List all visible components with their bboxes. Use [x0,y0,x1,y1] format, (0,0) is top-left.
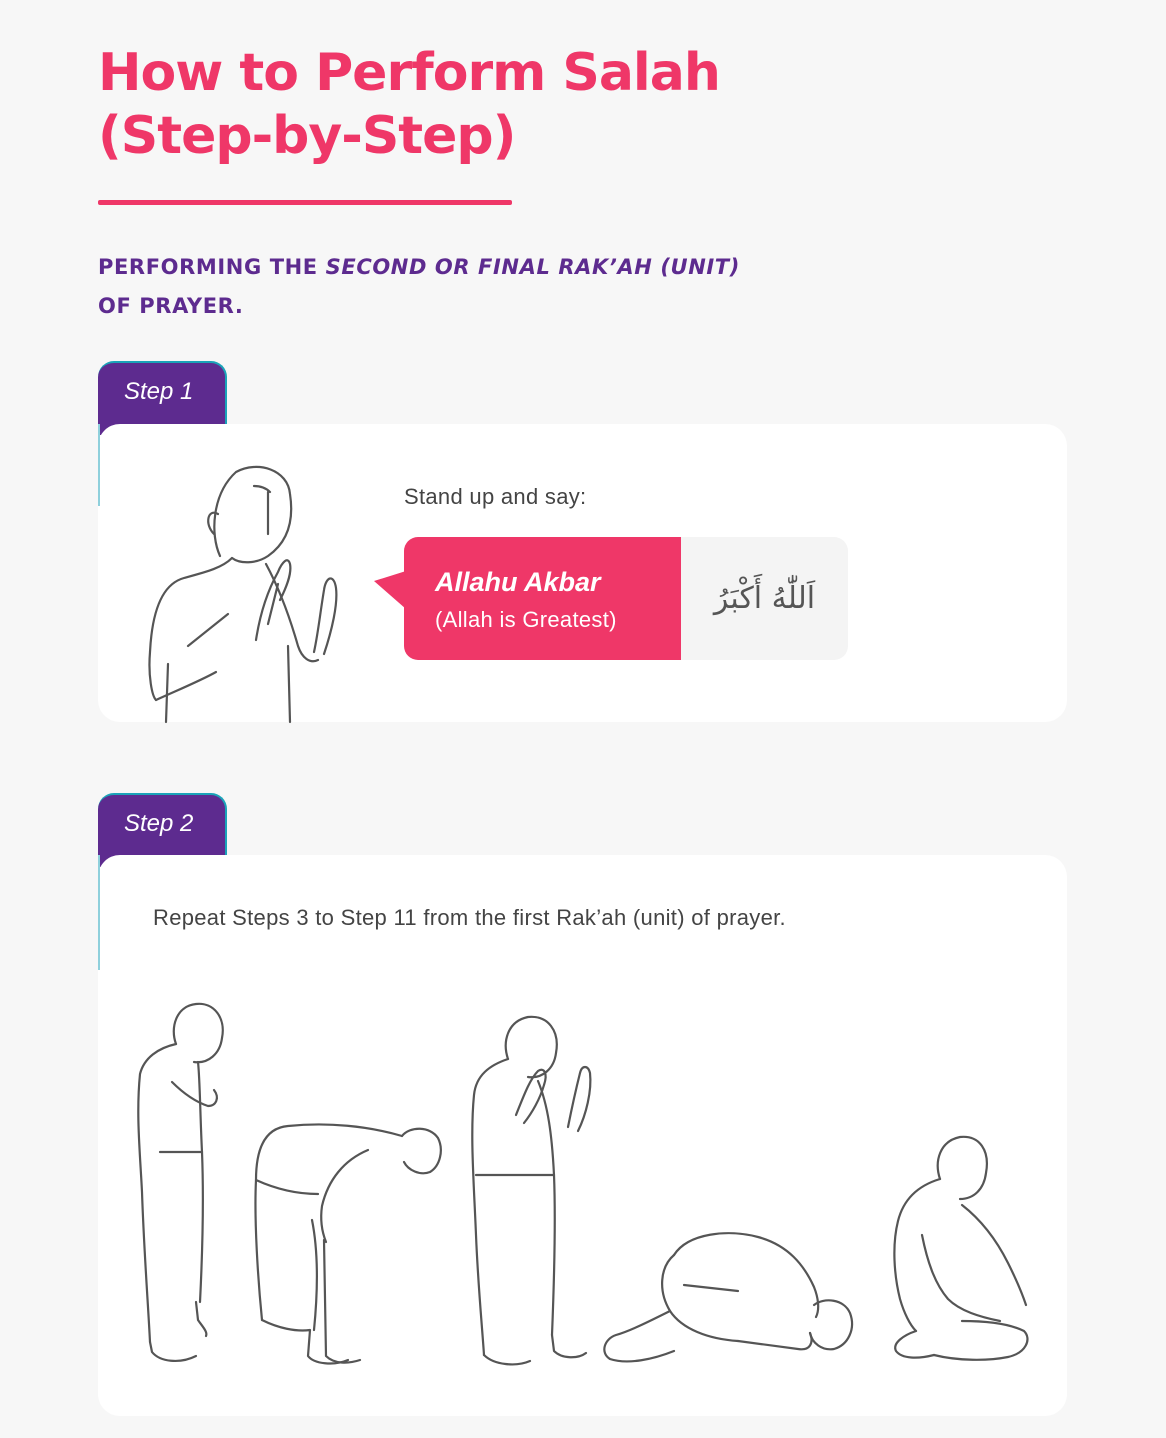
card-edge-accent [98,855,100,970]
page-title [98,42,720,168]
page-title-line-2: (Step-by-Step) [98,106,516,166]
standing-takbir-figure [148,464,348,724]
step-1-card [98,424,1067,722]
takbir-arabic: اَللّٰهُ أَكْبَرُ [713,581,816,616]
step-2-card [98,855,1067,1416]
card-edge-accent [98,424,100,506]
ruku-bowing-figure [248,1120,448,1370]
standing-raised-hands-figure [468,1015,618,1375]
step-1-label: Step 1 [124,378,194,405]
qiyam-standing-figure [136,1002,226,1367]
bubble-arabic [681,537,848,660]
title-underline [98,200,512,205]
step-2-instruction: Repeat Steps 3 to Step 11 from the first Rak’ah (unit) of prayer. [153,905,786,930]
step-2-label: Step 2 [124,810,194,837]
takbir-phrase: Allahu Akbar [435,567,601,597]
subtitle-emphasis: SECOND OR FINAL RAK’AH (UNIT) [325,255,740,279]
takbir-speech-bubble [404,537,848,660]
page-title-line-1: How to Perform Salah [98,43,720,103]
takbir-meaning: (Allah is Greatest) [435,607,617,632]
subtitle-pre: PERFORMING THE [98,255,326,279]
sujud-prostration-figure [598,1225,858,1370]
jalsa-sitting-figure [888,1135,1038,1375]
section-subtitle [98,248,740,326]
step-1-instruction: Stand up and say: [404,484,587,509]
subtitle-post: OF PRAYER. [98,294,244,318]
bubble-transliteration [404,537,681,660]
